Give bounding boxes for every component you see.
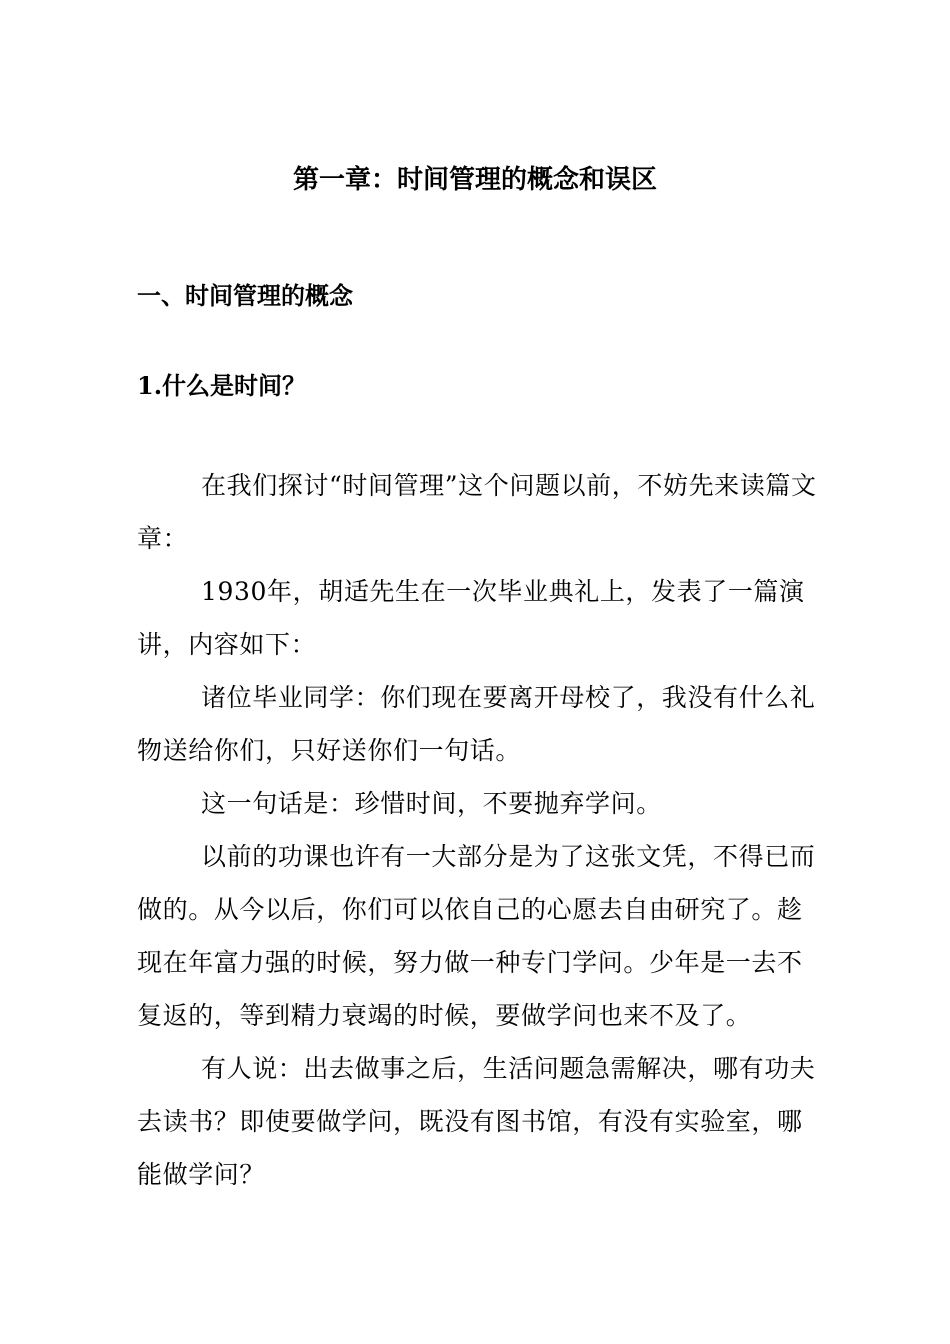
paragraph: 诸位毕业同学：你们现在要离开母校了，我没有什么礼物送给你们，只好送你们一句话。 — [137, 683, 816, 765]
paragraph: 有人说：出去做事之后，生活问题急需解决，哪有功夫去读书？即使要做学问，既没有图书馆，有没有实验室，哪能做学问？ — [137, 1054, 816, 1189]
paragraph: 以前的功课也许有一大部分是为了这张文凭，不得已而做的。从今以后，你们可以依自己的心愿去自由研究了。趁现在年富力强的时候，努力做一种专门学问。少年是一去不复返的，等到精力衰竭的时候，要做学问也来不及了。 — [137, 842, 816, 1030]
body-text — [137, 459, 817, 1201]
section-heading: 一、时间管理的概念 — [137, 281, 353, 310]
chapter-title: 第一章：时间管理的概念和误区 — [292, 165, 657, 195]
paragraph: 这一句话是：珍惜时间，不要抛弃学问。 — [201, 789, 662, 818]
paragraph: 1930年，胡适先生在一次毕业典礼上，发表了一篇演讲，内容如下： — [137, 577, 805, 659]
sub-heading: 1.什么是时间？ — [137, 371, 307, 400]
paragraph: 在我们探讨“时间管理”这个问题以前，不妨先来读篇文章： — [137, 471, 817, 553]
